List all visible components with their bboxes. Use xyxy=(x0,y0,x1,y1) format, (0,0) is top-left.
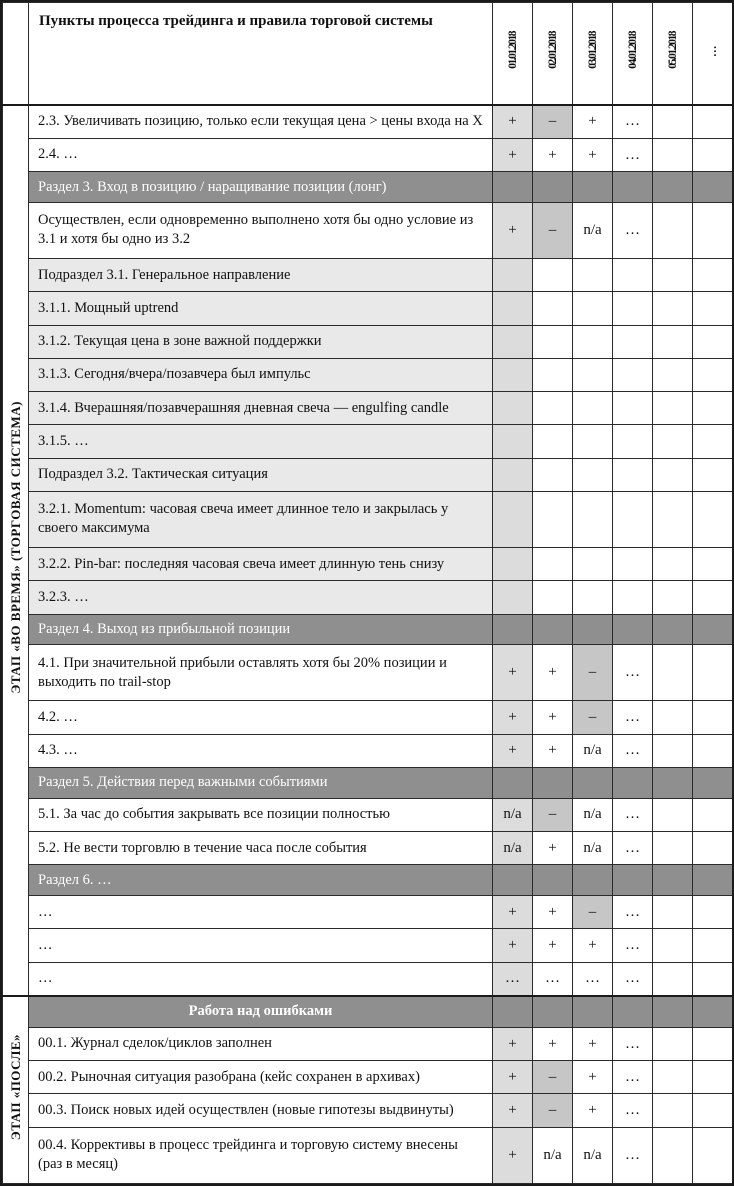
value-cell xyxy=(493,458,533,491)
value-cell xyxy=(693,325,733,358)
value-cell: … xyxy=(573,962,613,996)
stage-label-cell xyxy=(3,996,29,1183)
rule-label: 00.3. Поиск новых идей осуществлен (новые гипотезы выдвинуты) xyxy=(29,1094,493,1127)
value-cell xyxy=(653,1061,693,1094)
value-cell xyxy=(533,325,573,358)
rule-label: 5.1. За час до события закрывать все позиции полностью xyxy=(29,798,493,831)
value-cell: … xyxy=(613,701,653,734)
value-cell: … xyxy=(613,1127,653,1183)
date-label: 03.01.2018 xyxy=(586,32,599,70)
value-cell xyxy=(693,701,733,734)
value-cell: + xyxy=(533,645,573,701)
table-row xyxy=(3,258,733,291)
date-column-header xyxy=(533,3,573,105)
value-cell: n/a xyxy=(573,831,613,864)
table-row xyxy=(3,292,733,325)
value-cell xyxy=(493,292,533,325)
section-fill-cell xyxy=(533,865,573,896)
value-cell xyxy=(573,547,613,580)
value-cell: + xyxy=(573,138,613,171)
value-cell xyxy=(533,581,573,614)
value-cell xyxy=(693,962,733,996)
value-cell xyxy=(493,325,533,358)
value-cell xyxy=(573,358,613,391)
value-cell xyxy=(653,138,693,171)
value-cell: n/a xyxy=(573,1127,613,1183)
value-cell: … xyxy=(493,962,533,996)
value-cell xyxy=(573,392,613,425)
value-cell: … xyxy=(533,962,573,996)
table-row xyxy=(3,202,733,258)
value-cell: + xyxy=(493,138,533,171)
value-cell xyxy=(693,896,733,929)
rule-label: 00.4. Коррективы в процесс трейдинга и торговую систему внесены (раз в месяц) xyxy=(29,1127,493,1183)
value-cell xyxy=(693,1127,733,1183)
value-cell: n/a xyxy=(533,1127,573,1183)
section-fill-cell xyxy=(693,614,733,645)
value-cell: + xyxy=(533,734,573,767)
value-cell: … xyxy=(613,1094,653,1127)
header-row xyxy=(3,3,733,105)
value-cell xyxy=(693,831,733,864)
value-cell xyxy=(653,547,693,580)
rule-label: 3.2.2. Pin-bar: последняя часовая свеча имеет длинную тень снизу xyxy=(29,547,493,580)
value-cell xyxy=(653,425,693,458)
table-row xyxy=(3,831,733,864)
value-cell: + xyxy=(493,202,533,258)
rule-label: 00.1. Журнал сделок/циклов заполнен xyxy=(29,1027,493,1060)
section-fill-cell xyxy=(653,172,693,203)
value-cell xyxy=(693,1061,733,1094)
value-cell: + xyxy=(493,734,533,767)
value-cell: + xyxy=(493,1094,533,1127)
value-cell: + xyxy=(493,1027,533,1060)
value-cell: n/a xyxy=(573,798,613,831)
value-cell: – xyxy=(573,645,613,701)
value-cell xyxy=(653,929,693,962)
value-cell xyxy=(613,458,653,491)
table-row xyxy=(3,701,733,734)
section-title: Раздел 3. Вход в позицию / наращивание позиции (лонг) xyxy=(29,172,493,203)
section-fill-cell xyxy=(573,767,613,798)
table-row xyxy=(3,1061,733,1094)
value-cell xyxy=(693,358,733,391)
value-cell xyxy=(653,896,693,929)
value-cell: … xyxy=(613,734,653,767)
value-cell xyxy=(653,105,693,139)
value-cell xyxy=(653,202,693,258)
value-cell: – xyxy=(573,896,613,929)
value-cell: + xyxy=(493,929,533,962)
table-row xyxy=(3,581,733,614)
value-cell xyxy=(653,701,693,734)
value-cell xyxy=(653,962,693,996)
value-cell xyxy=(653,798,693,831)
value-cell: + xyxy=(493,105,533,139)
value-cell xyxy=(573,458,613,491)
value-cell: + xyxy=(533,138,573,171)
value-cell: + xyxy=(493,896,533,929)
value-cell xyxy=(693,138,733,171)
value-cell: … xyxy=(613,202,653,258)
table-row xyxy=(3,492,733,548)
value-cell xyxy=(693,492,733,548)
value-cell xyxy=(653,581,693,614)
value-cell xyxy=(613,581,653,614)
table-body xyxy=(3,105,733,1184)
stage-label: ЭТАП «ПОСЛЕ» xyxy=(7,1034,23,1141)
rule-label: … xyxy=(29,929,493,962)
rule-label: 5.2. Не вести торговлю в течение часа после события xyxy=(29,831,493,864)
value-cell xyxy=(653,458,693,491)
section-fill-cell xyxy=(573,172,613,203)
value-cell: – xyxy=(533,202,573,258)
value-cell: n/a xyxy=(493,831,533,864)
rule-label: 2.3. Увеличивать позицию, только если текущая цена > цены входа на X xyxy=(29,105,493,139)
section-row xyxy=(3,172,733,203)
section-fill-cell xyxy=(573,614,613,645)
value-cell xyxy=(573,292,613,325)
value-cell: + xyxy=(493,1127,533,1183)
section-title: Работа над ошибками xyxy=(29,996,493,1027)
value-cell xyxy=(693,1094,733,1127)
rule-label: … xyxy=(29,896,493,929)
value-cell xyxy=(693,105,733,139)
section-fill-cell xyxy=(493,996,533,1027)
value-cell xyxy=(653,1127,693,1183)
value-cell xyxy=(533,292,573,325)
table-row xyxy=(3,1127,733,1183)
table-row xyxy=(3,547,733,580)
value-cell xyxy=(653,645,693,701)
value-cell xyxy=(693,292,733,325)
value-cell xyxy=(653,292,693,325)
section-fill-cell xyxy=(613,767,653,798)
value-cell: + xyxy=(573,1094,613,1127)
date-column-header-ellipsis xyxy=(693,3,733,105)
rule-label: Подраздел 3.2. Тактическая ситуация xyxy=(29,458,493,491)
value-cell: + xyxy=(573,1061,613,1094)
date-column-header xyxy=(573,3,613,105)
value-cell: … xyxy=(613,896,653,929)
value-cell xyxy=(493,547,533,580)
section-fill-cell xyxy=(493,767,533,798)
value-cell xyxy=(653,492,693,548)
table-row xyxy=(3,734,733,767)
value-cell xyxy=(613,358,653,391)
date-label: 04.01.2018 xyxy=(626,32,639,70)
section-fill-cell xyxy=(493,172,533,203)
value-cell xyxy=(533,258,573,291)
stage-label: ЭТАП «ВО ВРЕМЯ» (ТОРГОВАЯ СИСТЕМА) xyxy=(7,401,23,695)
section-fill-cell xyxy=(693,996,733,1027)
section-fill-cell xyxy=(613,996,653,1027)
value-cell: + xyxy=(493,1061,533,1094)
value-cell xyxy=(693,547,733,580)
value-cell: + xyxy=(533,831,573,864)
value-cell: + xyxy=(533,896,573,929)
section-title: Раздел 5. Действия перед важными событиями xyxy=(29,767,493,798)
table-row xyxy=(3,425,733,458)
rule-label: 4.3. … xyxy=(29,734,493,767)
table-row xyxy=(3,325,733,358)
section-fill-cell xyxy=(653,614,693,645)
rule-label: 3.1.5. … xyxy=(29,425,493,458)
value-cell xyxy=(613,547,653,580)
stage-label-cell xyxy=(3,105,29,997)
value-cell: … xyxy=(613,962,653,996)
value-cell xyxy=(493,581,533,614)
value-cell: … xyxy=(613,929,653,962)
table-row xyxy=(3,896,733,929)
value-cell xyxy=(693,645,733,701)
date-label: 02.01.2018 xyxy=(546,32,559,70)
date-label: … xyxy=(706,47,719,58)
value-cell xyxy=(613,258,653,291)
value-cell: – xyxy=(533,1061,573,1094)
value-cell: … xyxy=(613,831,653,864)
value-cell: – xyxy=(533,105,573,139)
rule-label: 3.2.3. … xyxy=(29,581,493,614)
date-label: 05.01.2018 xyxy=(666,32,679,70)
table-row xyxy=(3,645,733,701)
rule-label: 3.1.4. Вчерашняя/позавчерашняя дневная свеча — engulfing candle xyxy=(29,392,493,425)
value-cell: + xyxy=(573,105,613,139)
value-cell xyxy=(693,202,733,258)
section-fill-cell xyxy=(533,767,573,798)
value-cell xyxy=(693,734,733,767)
section-fill-cell xyxy=(613,172,653,203)
value-cell xyxy=(533,392,573,425)
rule-label: 3.2.1. Momentum: часовая свеча имеет длинное тело и закрылась у своего максимума xyxy=(29,492,493,548)
table-row xyxy=(3,138,733,171)
section-title: Раздел 4. Выход из прибыльной позиции xyxy=(29,614,493,645)
table-row xyxy=(3,358,733,391)
section-fill-cell xyxy=(573,996,613,1027)
value-cell xyxy=(533,425,573,458)
table-row xyxy=(3,1027,733,1060)
date-column-header xyxy=(613,3,653,105)
section-fill-cell xyxy=(533,996,573,1027)
section-fill-cell xyxy=(653,865,693,896)
value-cell: n/a xyxy=(573,734,613,767)
value-cell xyxy=(613,392,653,425)
value-cell: – xyxy=(533,798,573,831)
table-row xyxy=(3,962,733,996)
section-row xyxy=(3,614,733,645)
table-row xyxy=(3,798,733,831)
value-cell xyxy=(653,325,693,358)
section-row xyxy=(3,767,733,798)
section-fill-cell xyxy=(613,865,653,896)
value-cell: + xyxy=(533,929,573,962)
corner-cell xyxy=(3,3,29,105)
value-cell xyxy=(573,258,613,291)
value-cell xyxy=(693,1027,733,1060)
section-fill-cell xyxy=(493,865,533,896)
section-fill-cell xyxy=(533,172,573,203)
rule-label: … xyxy=(29,962,493,996)
value-cell: + xyxy=(493,701,533,734)
value-cell: + xyxy=(533,1027,573,1060)
table-header xyxy=(3,3,733,105)
value-cell xyxy=(693,425,733,458)
value-cell xyxy=(533,547,573,580)
value-cell xyxy=(653,358,693,391)
value-cell xyxy=(693,258,733,291)
value-cell: + xyxy=(493,645,533,701)
value-cell xyxy=(613,292,653,325)
rule-label: 00.2. Рыночная ситуация разобрана (кейс сохранен в архивах) xyxy=(29,1061,493,1094)
value-cell: – xyxy=(533,1094,573,1127)
value-cell xyxy=(573,492,613,548)
value-cell: n/a xyxy=(573,202,613,258)
value-cell xyxy=(573,325,613,358)
value-cell xyxy=(693,929,733,962)
section-fill-cell xyxy=(693,767,733,798)
value-cell xyxy=(493,425,533,458)
value-cell: … xyxy=(613,105,653,139)
date-label: 01.01.2018 xyxy=(506,32,519,70)
section-fill-cell xyxy=(573,865,613,896)
table-row xyxy=(3,1094,733,1127)
rule-label: 3.1.2. Текущая цена в зоне важной поддержки xyxy=(29,325,493,358)
value-cell xyxy=(493,392,533,425)
section-row xyxy=(3,865,733,896)
rule-label: 4.1. При значительной прибыли оставлять хотя бы 20% позиции и выходить по trail-stop xyxy=(29,645,493,701)
table-row xyxy=(3,105,733,139)
section-fill-cell xyxy=(693,865,733,896)
value-cell: – xyxy=(573,701,613,734)
rule-label: 3.1.1. Мощный uptrend xyxy=(29,292,493,325)
rule-label: 3.1.3. Сегодня/вчера/позавчера был импульс xyxy=(29,358,493,391)
value-cell xyxy=(493,492,533,548)
value-cell: … xyxy=(613,138,653,171)
section-fill-cell xyxy=(653,996,693,1027)
value-cell xyxy=(533,492,573,548)
rule-label: 2.4. … xyxy=(29,138,493,171)
section-row xyxy=(3,996,733,1027)
rule-label: Осуществлен, если одновременно выполнено хотя бы одно условие из 3.1 и хотя бы одно из 3.2 xyxy=(29,202,493,258)
value-cell: + xyxy=(573,929,613,962)
value-cell xyxy=(613,325,653,358)
header-title: Пункты процесса трейдинга и правила торговой системы xyxy=(29,3,493,105)
section-fill-cell xyxy=(693,172,733,203)
value-cell xyxy=(693,581,733,614)
value-cell xyxy=(613,492,653,548)
value-cell xyxy=(493,258,533,291)
table-row xyxy=(3,458,733,491)
value-cell xyxy=(653,831,693,864)
value-cell xyxy=(653,1027,693,1060)
rule-label: Подраздел 3.1. Генеральное направление xyxy=(29,258,493,291)
value-cell: … xyxy=(613,1027,653,1060)
rule-label: 4.2. … xyxy=(29,701,493,734)
value-cell: … xyxy=(613,1061,653,1094)
value-cell: + xyxy=(573,1027,613,1060)
value-cell xyxy=(533,458,573,491)
section-fill-cell xyxy=(613,614,653,645)
value-cell: + xyxy=(533,701,573,734)
value-cell xyxy=(573,425,613,458)
value-cell: n/a xyxy=(493,798,533,831)
value-cell xyxy=(573,581,613,614)
value-cell xyxy=(653,392,693,425)
value-cell xyxy=(693,458,733,491)
section-title: Раздел 6. … xyxy=(29,865,493,896)
value-cell xyxy=(693,798,733,831)
value-cell: … xyxy=(613,798,653,831)
value-cell xyxy=(653,1094,693,1127)
date-column-header xyxy=(653,3,693,105)
date-column-header xyxy=(493,3,533,105)
table-row xyxy=(3,392,733,425)
trading-checklist-table xyxy=(2,2,733,1184)
value-cell: … xyxy=(613,645,653,701)
section-fill-cell xyxy=(653,767,693,798)
value-cell xyxy=(693,392,733,425)
value-cell xyxy=(653,258,693,291)
value-cell xyxy=(493,358,533,391)
table-row xyxy=(3,929,733,962)
value-cell xyxy=(533,358,573,391)
value-cell xyxy=(653,734,693,767)
value-cell xyxy=(613,425,653,458)
section-fill-cell xyxy=(493,614,533,645)
section-fill-cell xyxy=(533,614,573,645)
